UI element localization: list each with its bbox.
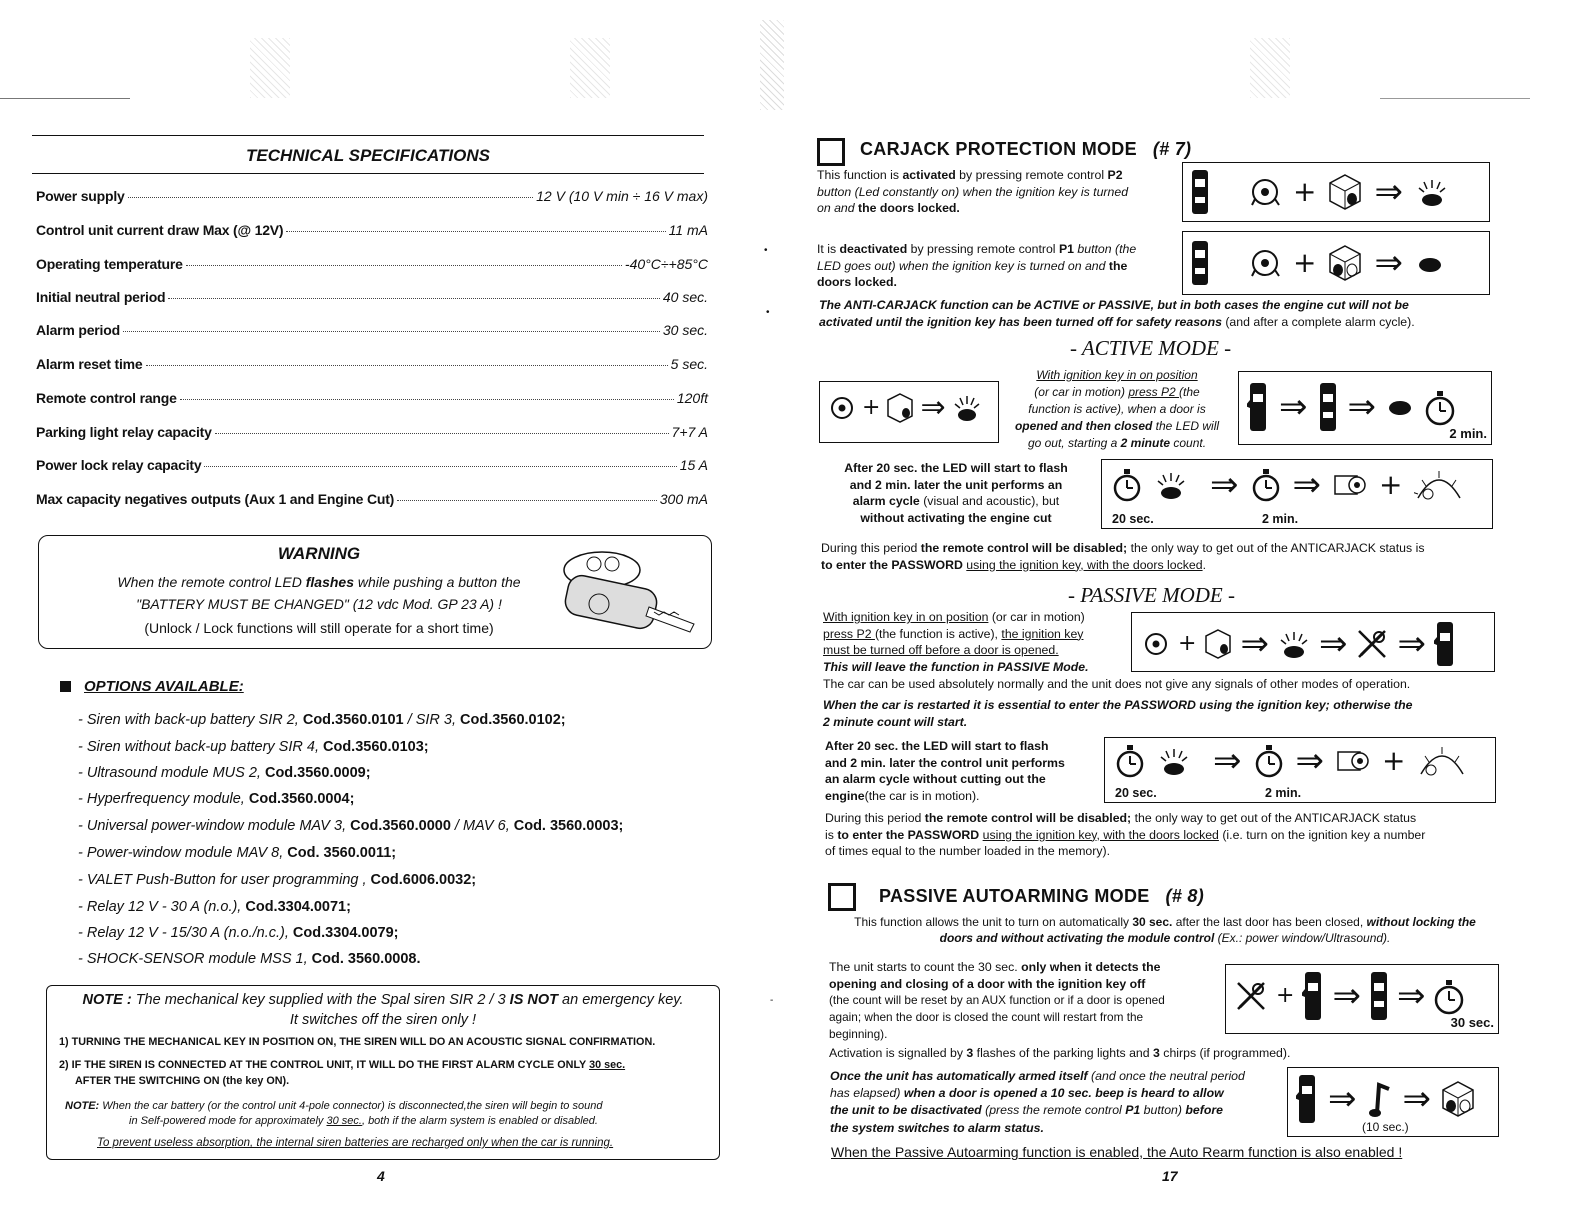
ignition-off-icon bbox=[1234, 979, 1268, 1013]
autoarming-title: PASSIVE AUTOARMING MODE (# 8) bbox=[879, 886, 1205, 906]
remote-p2-icon bbox=[1204, 628, 1232, 660]
note-subheading: It switches off the siren only ! bbox=[289, 1012, 477, 1028]
passive-after-text: After 20 sec. the LED will start to flash and 2 min. later the control unit performs an alarm cycle without cutting out the engine(the car is in motion). bbox=[825, 739, 1065, 803]
arrow-right-icon: ⇒ bbox=[1213, 741, 1242, 781]
title-rule-top bbox=[32, 135, 704, 136]
note-box bbox=[46, 985, 720, 1160]
stopwatch-icon bbox=[1254, 742, 1284, 780]
spec-row: Remote control range 120ft bbox=[36, 390, 708, 406]
options-title: OPTIONS AVAILABLE: bbox=[84, 678, 244, 695]
stopwatch-icon bbox=[1115, 742, 1145, 780]
note-2-line-2: in Self-powered mode for approximately 30 sec., both if the alarm system is enabled or disabled. bbox=[129, 1115, 598, 1127]
warning-box bbox=[38, 535, 712, 649]
passive-mode-title: - PASSIVE MODE - bbox=[1068, 583, 1235, 607]
hazard-lights-icon bbox=[1417, 744, 1467, 778]
steering-wheel-icon bbox=[1249, 248, 1281, 278]
scan-artifact bbox=[570, 38, 610, 98]
autoarming-activation-text: Activation is signalled by 3 flashes of the parking lights and 3 chirps (if programmed). bbox=[829, 1046, 1291, 1060]
plus-icon: + bbox=[1178, 631, 1197, 656]
activation-diagram bbox=[1182, 162, 1490, 222]
anticarjack-note-2: activated until the ignition key has been turned off for safety reasons (and after a complete alarm cycle). bbox=[819, 315, 1415, 329]
spec-row: Max capacity negatives outputs (Aux 1 and Engine Cut) 300 mA bbox=[36, 491, 708, 507]
list-item: - Relay 12 V - 30 A (n.o.), Cod.3304.0071; bbox=[78, 899, 351, 915]
stopwatch-icon bbox=[1433, 976, 1465, 1016]
led-off-icon bbox=[1386, 396, 1414, 418]
car-door-open-icon bbox=[1247, 382, 1269, 432]
led-off-icon bbox=[1415, 251, 1445, 275]
list-item: - Ultrasound module MUS 2, Cod.3560.0009; bbox=[78, 765, 371, 781]
anticarjack-note-1: The ANTI-CARJACK function can be ACTIVE or PASSIVE, but in both cases the engine cut will not be bbox=[819, 298, 1409, 312]
spec-row: Initial neutral period 40 sec. bbox=[36, 289, 708, 305]
page-number-left: 4 bbox=[377, 1168, 385, 1184]
spec-row: Power lock relay capacity 15 A bbox=[36, 457, 708, 473]
remote-p1-icon bbox=[1328, 244, 1362, 282]
warning-line-3: (Unlock / Lock functions will still operate for a short time) bbox=[144, 620, 494, 636]
checkbox-square-icon bbox=[828, 883, 856, 911]
plus-icon: + bbox=[1276, 983, 1295, 1008]
led-on-icon bbox=[1415, 176, 1449, 208]
car-top-icon bbox=[1191, 169, 1209, 215]
car-top-icon bbox=[1369, 971, 1389, 1021]
arrow-right-icon: ⇒ bbox=[1240, 624, 1269, 664]
arrow-right-icon: ⇒ bbox=[920, 390, 946, 425]
scan-artifact bbox=[250, 38, 290, 98]
active-mode-text: With ignition key in on position (or car in motion) press P2 (the function is active), when a door is opened and then closed the LED will go out, starting a 2 minute count. bbox=[1014, 368, 1220, 451]
led-on-icon bbox=[1157, 745, 1191, 777]
hazard-lights-icon bbox=[1414, 468, 1464, 502]
list-item: - Siren without back-up battery SIR 4, Cod.3560.0103; bbox=[78, 739, 429, 755]
list-item: - VALET Push-Button for user programming , Cod.6006.0032; bbox=[78, 872, 477, 888]
steering-wheel-icon bbox=[1142, 631, 1170, 657]
plus-icon: + bbox=[1293, 175, 1317, 208]
active-diagram-1 bbox=[819, 381, 999, 443]
scan-dot: - bbox=[770, 995, 774, 1006]
arrow-right-icon: ⇒ bbox=[1210, 465, 1239, 505]
remote-control-icon bbox=[554, 542, 704, 642]
autoarming-diagram-1 bbox=[1225, 964, 1499, 1034]
active-during-text: During this period the remote control will be disabled; the only way to get out of the ANTICARJACK status is to enter the PASSWORD using the ignition key, with the doors locked. bbox=[821, 541, 1425, 572]
passive-diagram-2 bbox=[1104, 737, 1496, 803]
ignition-off-icon bbox=[1355, 627, 1389, 661]
checkbox-square-icon bbox=[817, 138, 845, 166]
note-item-1: 1) TURNING THE MECHANICAL KEY IN POSITION ON, THE SIREN WILL DO AN ACOUSTIC SIGNAL CONFIRMATION. bbox=[59, 1036, 656, 1048]
steering-wheel-icon bbox=[828, 395, 856, 421]
led-on-icon bbox=[952, 393, 982, 423]
active-diagram-3 bbox=[1101, 459, 1493, 529]
remote-p2-icon bbox=[1328, 173, 1362, 211]
scan-dot: • bbox=[766, 307, 770, 318]
active-after-text: After 20 sec. the LED will start to flash and 2 min. later the unit performs an alarm cycle (visual and acoustic), but without activating the engine cut bbox=[844, 461, 1068, 525]
deactivation-text: It is deactivated by pressing remote control P1 button (the LED goes out) when the ignition key is turned on and the doors locked. bbox=[817, 242, 1137, 290]
passive-restart-text: When the car is restarted it is essential to enter the PASSWORD using the ignition key; otherwise the 2 minute count will start. bbox=[823, 698, 1413, 729]
siren-icon bbox=[1336, 746, 1370, 776]
timer-2min-label: 2 min. bbox=[1262, 512, 1299, 526]
list-item: - Siren with back-up battery SIR 2, Cod.3560.0101 / SIR 3, Cod.3560.0102; bbox=[78, 712, 566, 728]
passive-mode-text: With ignition key in on position (or car in motion) press P2 (the function is active), the ignition key must be turned off before a door is opened. This will leave the function in PASSIVE Mode. bbox=[823, 610, 1089, 674]
timer-2min-label: 2 min. bbox=[1265, 786, 1302, 800]
timer-20sec-label: 20 sec. bbox=[1112, 512, 1154, 526]
arrow-right-icon: ⇒ bbox=[1396, 976, 1426, 1016]
spec-row: Parking light relay capacity 7+7 A bbox=[36, 424, 708, 440]
arrow-right-icon: ⇒ bbox=[1332, 976, 1361, 1016]
plus-icon: + bbox=[862, 395, 881, 420]
list-item: - Hyperfrequency module, Cod.3560.0004; bbox=[78, 791, 355, 807]
arrow-right-icon: ⇒ bbox=[1374, 243, 1403, 283]
arrow-right-icon: ⇒ bbox=[1318, 624, 1348, 664]
note-footer: To prevent useless absorption, the internal siren batteries are recharged only when the car is running. bbox=[97, 1137, 614, 1149]
remote-p1-icon bbox=[1441, 1080, 1475, 1118]
car-top-icon bbox=[1318, 382, 1338, 432]
timer-30sec-label: 30 sec. bbox=[1450, 1015, 1494, 1030]
steering-wheel-icon bbox=[1249, 177, 1281, 207]
arrow-right-icon: ⇒ bbox=[1374, 172, 1403, 212]
title-rule-bottom bbox=[32, 173, 704, 174]
note-item-2: 2) IF THE SIREN IS CONNECTED AT THE CONTROL UNIT, IT WILL DO THE FIRST ALARM CYCLE ONLY 30 sec. bbox=[59, 1059, 626, 1071]
arrow-right-icon: ⇒ bbox=[1279, 387, 1308, 427]
plus-icon: + bbox=[1382, 744, 1406, 777]
active-diagram-2 bbox=[1238, 371, 1492, 445]
spec-row: Control unit current draw Max (@ 12V) 11 mA bbox=[36, 222, 708, 238]
autoarming-armed-text: Once the unit has automatically armed itself (and once the neutral period has elapsed) when a door is opened a 10 sec. beep is heard to allow the unit to be disactivated (press the remote control P1 button) before the system switches to alarm status. bbox=[830, 1069, 1245, 1135]
stopwatch-icon bbox=[1251, 466, 1281, 504]
page-number-right: 17 bbox=[1162, 1168, 1178, 1184]
list-item: - Relay 12 V - 15/30 A (n.o./n.c.), Cod.3304.0079; bbox=[78, 925, 399, 941]
timer-20sec-label: 20 sec. bbox=[1115, 786, 1157, 800]
warning-line-2: "BATTERY MUST BE CHANGED" (12 vdc Mod. GP 23 A) ! bbox=[136, 596, 502, 612]
plus-icon: + bbox=[1293, 246, 1317, 279]
page-title: TECHNICAL SPECIFICATIONS bbox=[246, 146, 490, 165]
remote-p2-icon bbox=[886, 392, 914, 424]
spec-row: Alarm period 30 sec. bbox=[36, 322, 708, 338]
activation-text: This function is activated by pressing remote control P2 button (Led constantly on) when the ignition key is turned on and the doors locked. bbox=[817, 168, 1129, 216]
car-door-open-icon bbox=[1302, 971, 1324, 1021]
led-on-icon bbox=[1154, 469, 1188, 501]
autoarming-count-text: The unit starts to count the 30 sec. only when it detects the opening and closing of a door with the ignition key off (the count will be reset by an AUX function or if a door is opened again; when the door is closed the count will restart from the beginning). bbox=[829, 960, 1165, 1042]
note-heading: NOTE : The mechanical key supplied with the Spal siren SIR 2 / 3 IS NOT an emergency key. bbox=[82, 992, 684, 1008]
arrow-right-icon: ⇒ bbox=[1397, 624, 1426, 664]
beep-note-icon bbox=[1367, 1079, 1393, 1119]
stopwatch-icon bbox=[1112, 466, 1142, 504]
note-item-2-cont: AFTER THE SWITCHING ON (the key ON). bbox=[75, 1075, 290, 1087]
warning-title: WARNING bbox=[277, 544, 361, 563]
passive-during-text: During this period the remote control will be disabled; the only way to get out of the ANTICARJACK status is to enter the PASSWORD using the ignition key, with the doors locked (i.e. turn on the ignition key a number of times equal to the number loaded in the memory). bbox=[825, 811, 1426, 859]
timer-10sec-label: (10 sec.) bbox=[1362, 1120, 1409, 1134]
car-top-icon bbox=[1191, 240, 1209, 286]
carjack-title: CARJACK PROTECTION MODE (# 7) bbox=[860, 139, 1192, 159]
spec-row: Operating temperature -40°C÷+85°C bbox=[36, 256, 708, 272]
passive-diagram-1 bbox=[1131, 612, 1495, 672]
scan-dot: • bbox=[764, 245, 768, 256]
plus-icon: + bbox=[1379, 468, 1403, 501]
bullet-square-icon bbox=[60, 681, 71, 692]
list-item: - Universal power-window module MAV 3, Cod.3560.0000 / MAV 6, Cod. 3560.0003; bbox=[78, 818, 624, 834]
two-min-label: 2 min. bbox=[1449, 426, 1487, 441]
spec-row: Power supply 12 V (10 V min ÷ 16 V max) bbox=[36, 188, 708, 204]
arrow-right-icon: ⇒ bbox=[1347, 387, 1376, 427]
arrow-right-icon: ⇒ bbox=[1402, 1079, 1431, 1119]
scan-artifact bbox=[760, 20, 784, 110]
note-2-line-1: NOTE: When the car battery (or the control unit 4-pole connector) is disconnected,the siren will begin to sound bbox=[65, 1100, 603, 1112]
car-door-open-icon bbox=[1296, 1074, 1318, 1124]
autorearm-note: When the Passive Autoarming function is enabled, the Auto Rearm function is also enabled ! bbox=[831, 1144, 1403, 1160]
arrow-right-icon: ⇒ bbox=[1295, 741, 1324, 781]
autoarming-diagram-2 bbox=[1287, 1067, 1499, 1137]
autoarming-intro: This function allows the unit to turn on automatically 30 sec. after the last door has been closed, without locking the doors and without activating the module control (Ex.: power window/Ultrasound). bbox=[854, 915, 1476, 946]
siren-icon bbox=[1333, 470, 1367, 500]
scan-artifact bbox=[1250, 38, 1290, 98]
deactivation-diagram bbox=[1182, 231, 1490, 295]
active-mode-title: - ACTIVE MODE - bbox=[1070, 336, 1232, 360]
scan-line bbox=[1380, 98, 1530, 99]
spec-row: Alarm reset time 5 sec. bbox=[36, 356, 708, 372]
arrow-right-icon: ⇒ bbox=[1328, 1079, 1357, 1119]
list-item: - SHOCK-SENSOR module MSS 1, Cod. 3560.0008. bbox=[78, 951, 421, 967]
warning-line-1: When the remote control LED flashes while pushing a button the bbox=[117, 574, 521, 590]
led-on-icon bbox=[1277, 628, 1311, 660]
passive-normal-text: The car can be used absolutely normally and the unit does not give any signals of other modes of operation. bbox=[823, 677, 1411, 691]
scan-line bbox=[0, 98, 130, 99]
stopwatch-icon bbox=[1424, 387, 1456, 427]
arrow-right-icon: ⇒ bbox=[1292, 465, 1321, 505]
list-item: - Power-window module MAV 8, Cod. 3560.0011; bbox=[78, 845, 397, 861]
car-door-open-icon bbox=[1434, 621, 1456, 667]
